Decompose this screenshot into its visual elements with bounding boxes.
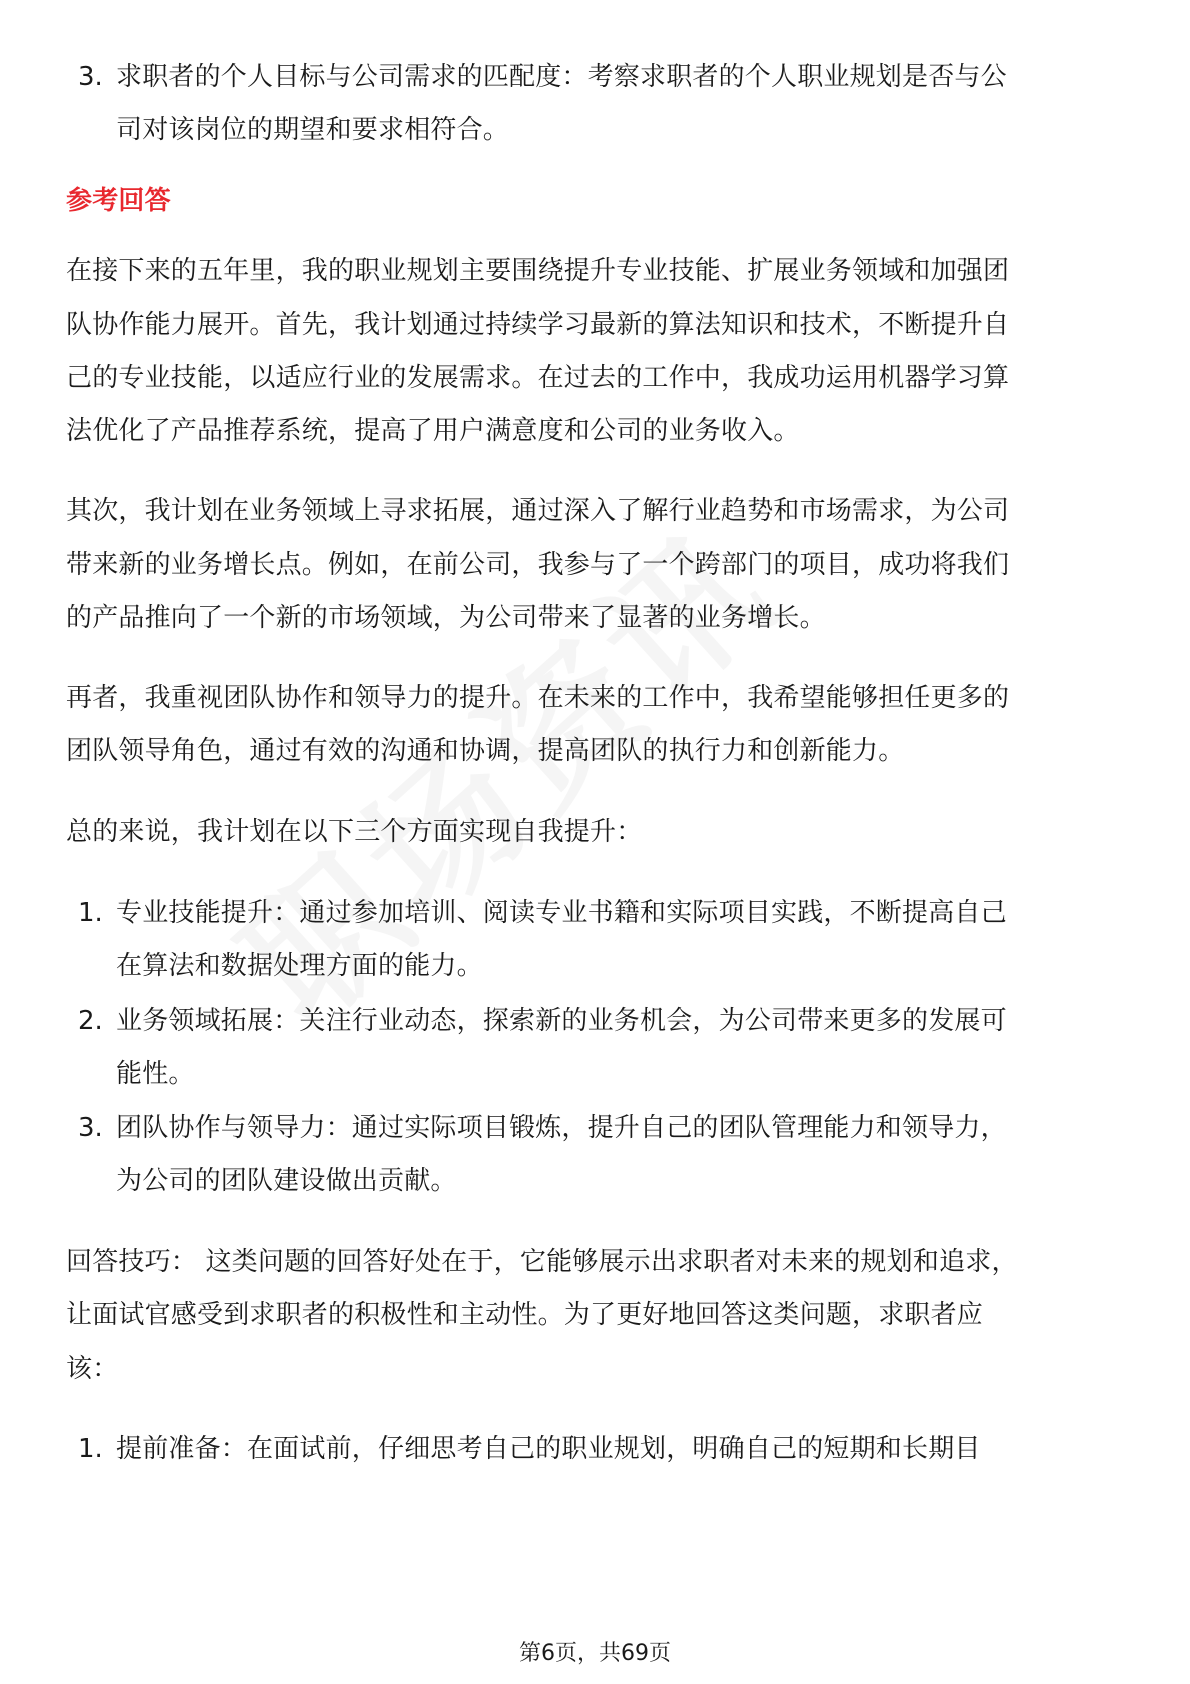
paragraph-line: 该：: [66, 1354, 119, 1384]
list-item-text: 司对该岗位的期望和要求相符合。: [116, 115, 510, 145]
section-heading: 参考回答: [66, 186, 171, 216]
paragraph-line: 在接下来的五年里，我的职业规划主要围绕提升专业技能、扩展业务领域和加强团: [66, 256, 1010, 286]
paragraph-line: 团队领导角色，通过有效的沟通和协调，提高团队的执行力和创新能力。: [66, 736, 905, 766]
list-item-text: 提前准备：在面试前，仔细思考自己的职业规划，明确自己的短期和长期目: [116, 1434, 981, 1464]
list-item-text: 能性。: [116, 1059, 195, 1089]
list-item-text: 在算法和数据处理方面的能力。: [116, 951, 483, 981]
paragraph-line: 让面试官感受到求职者的积极性和主动性。为了更好地回答这类问题，求职者应: [66, 1300, 984, 1330]
list-item-text: 业务领域拓展：关注行业动态，探索新的业务机会，为公司带来更多的发展可: [116, 1006, 1007, 1036]
list-item-text: 求职者的个人目标与公司需求的匹配度：考察求职者的个人职业规划是否与公: [116, 62, 1007, 92]
list-number: 2.: [78, 1006, 103, 1036]
list-number: 3.: [78, 62, 103, 92]
paragraph-line: 再者，我重视团队协作和领导力的提升。在未来的工作中，我希望能够担任更多的: [66, 683, 1010, 713]
list-item-text: 专业技能提升：通过参加培训、阅读专业书籍和实际项目实践，不断提高自己: [116, 898, 1007, 928]
paragraph-line: 的产品推向了一个新的市场领域，为公司带来了显著的业务增长。: [66, 603, 826, 633]
list-item-text: 为公司的团队建设做出贡献。: [116, 1166, 457, 1196]
paragraph-line: 己的专业技能，以适应行业的发展需求。在过去的工作中，我成功运用机器学习算: [66, 363, 1010, 393]
paragraph-line: 法优化了产品推荐系统，提高了用户满意度和公司的业务收入。: [66, 416, 800, 446]
list-number: 3.: [78, 1113, 103, 1143]
list-item-text: 团队协作与领导力：通过实际项目锻炼，提升自己的团队管理能力和领导力，: [116, 1113, 1007, 1143]
paragraph-line: 总的来说，我计划在以下三个方面实现自我提升：: [66, 817, 643, 847]
list-number: 1.: [78, 1434, 103, 1464]
paragraph-line: 其次，我计划在业务领域上寻求拓展，通过深入了解行业趋势和市场需求，为公司: [66, 496, 1010, 526]
paragraph-line: 带来新的业务增长点。例如，在前公司，我参与了一个跨部门的项目，成功将我们: [66, 550, 1010, 580]
paragraph-line: 队协作能力展开。首先，我计划通过持续学习最新的算法知识和技术，不断提升自: [66, 310, 1010, 340]
paragraph-line: 回答技巧： 这类问题的回答好处在于，它能够展示出求职者对未来的规划和追求，: [66, 1247, 1018, 1277]
list-number: 1.: [78, 898, 103, 928]
page-number: 第6页，共69页: [519, 1641, 671, 1666]
